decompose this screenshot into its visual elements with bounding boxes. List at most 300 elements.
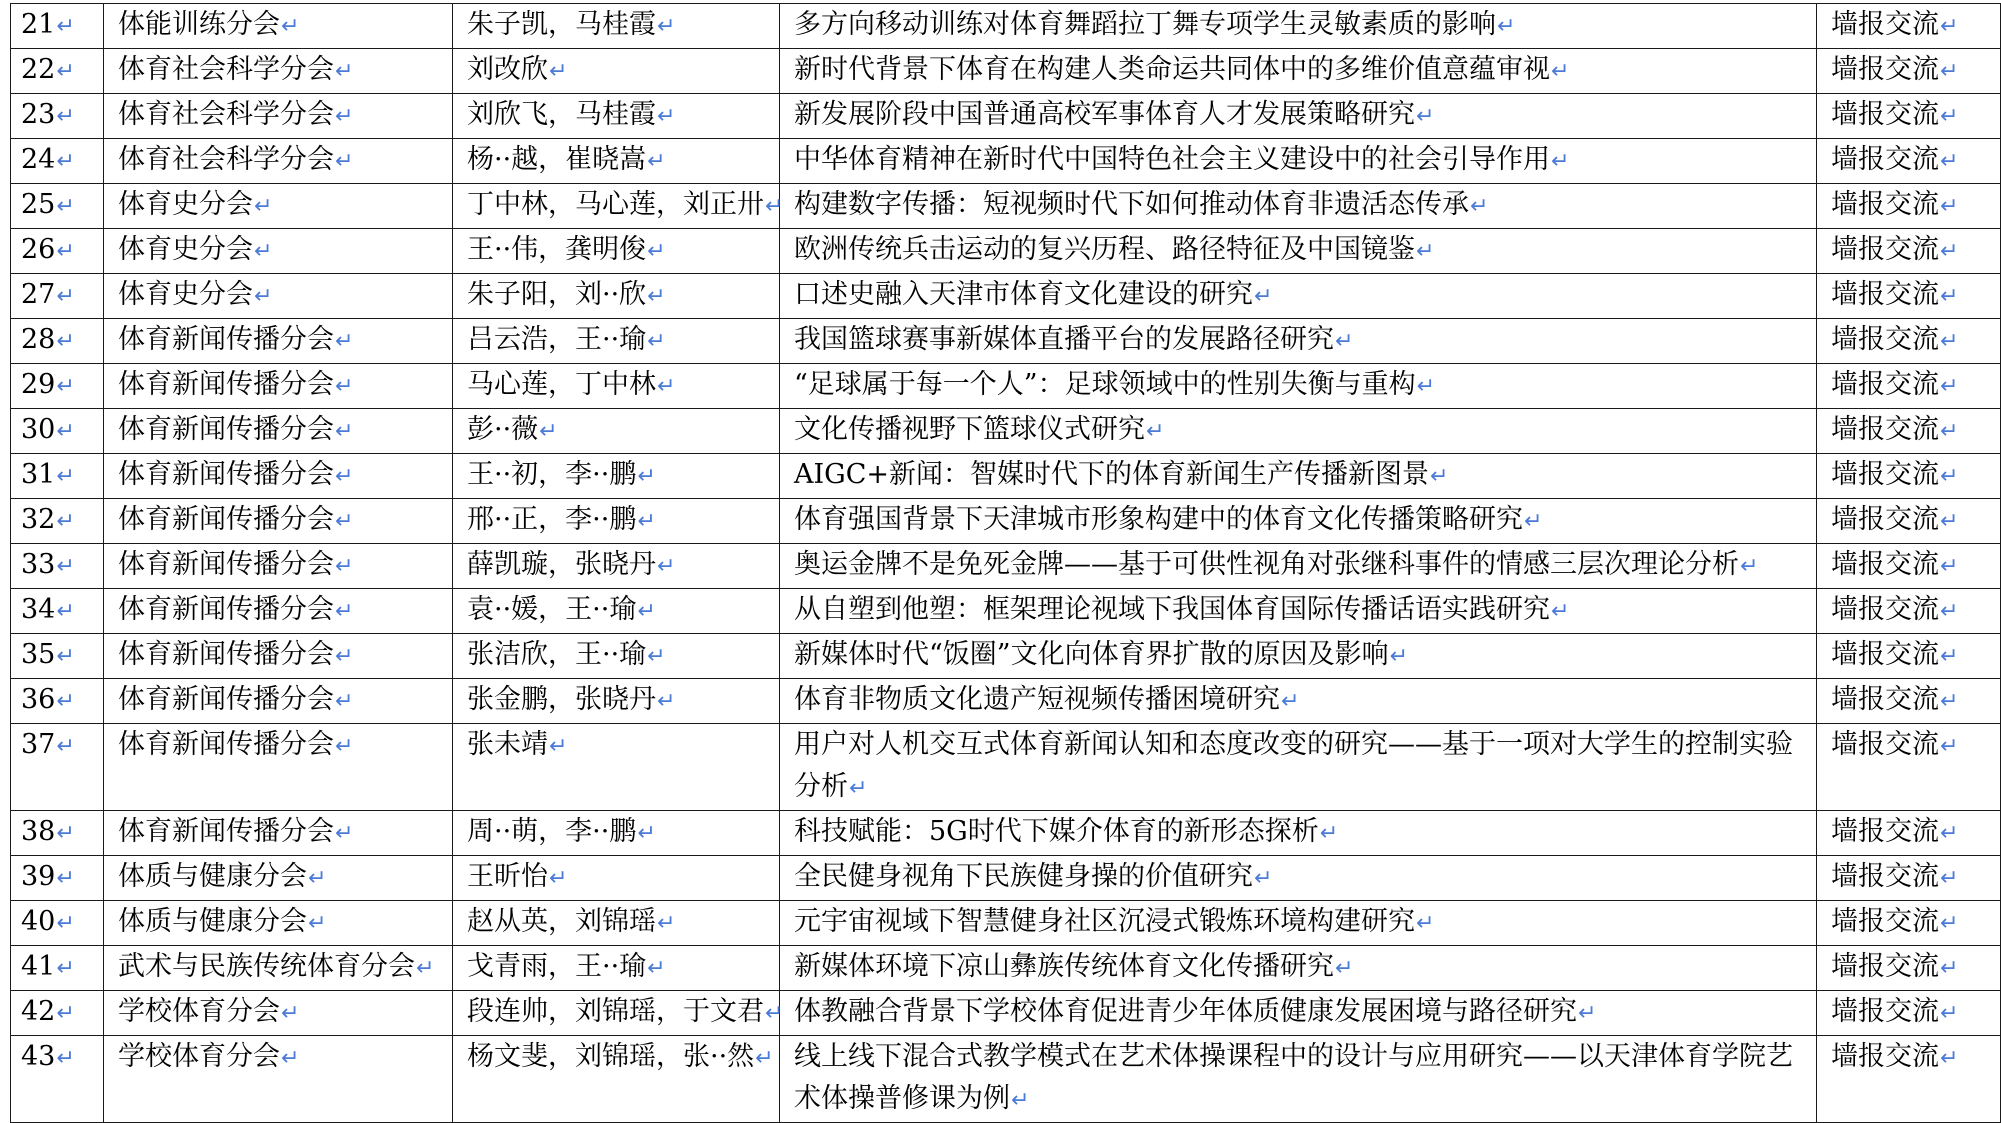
- paragraph-mark-icon: ↵: [1940, 374, 1959, 399]
- paragraph-mark-icon: ↵: [1940, 1001, 1959, 1026]
- row-number-cell: [11, 4, 104, 49]
- paragraph-mark-icon: ↵: [1940, 284, 1959, 309]
- branch-name-cell: [104, 364, 453, 409]
- author-names: 马心莲，丁中林: [467, 369, 656, 400]
- paragraph-mark-icon: ↵: [657, 104, 676, 129]
- branch-name-cell: [104, 4, 453, 49]
- paper-title-cell: [780, 4, 1817, 49]
- paragraph-mark-icon: ↵: [1389, 644, 1409, 669]
- presentation-type: 墙报交流: [1831, 54, 1939, 85]
- branch-name: 武术与民族传统体育分会: [118, 951, 415, 982]
- branch-name: 体育新闻传播分会: [118, 459, 334, 490]
- paragraph-mark-icon: ↵: [755, 1046, 774, 1071]
- paragraph-mark-icon: ↵: [1740, 554, 1759, 579]
- paragraph-mark-icon: ↵: [1497, 14, 1516, 39]
- paragraph-mark-icon: ↵: [56, 1001, 75, 1026]
- paragraph-mark-icon: ↵: [1940, 689, 1959, 714]
- presentation-type-cell: [1817, 499, 2001, 544]
- paper-title-cell: [780, 991, 1817, 1036]
- paper-title-cell: [780, 364, 1817, 409]
- row-number-cell: [11, 499, 104, 544]
- paragraph-mark-icon: ↵: [657, 911, 676, 936]
- presentation-type-cell: [1817, 679, 2001, 724]
- paper-title: 体教融合背景下学校体育促进青少年体质健康发展困境与路径研究: [794, 996, 1577, 1027]
- paragraph-mark-icon: ↵: [254, 239, 273, 264]
- paragraph-mark-icon: ↵: [1254, 284, 1273, 309]
- table-row: [11, 139, 2001, 184]
- paragraph-mark-icon: ↵: [1940, 419, 1959, 444]
- row-number: 42: [21, 996, 56, 1027]
- presentation-type: 墙报交流: [1831, 1041, 1939, 1072]
- author-names: 彭··薇: [467, 414, 539, 445]
- paragraph-mark-icon: ↵: [1578, 1001, 1597, 1026]
- row-number: 37: [21, 729, 56, 760]
- paper-title: “足球属于每一个人”：足球领域中的性别失衡与重构: [794, 369, 1416, 400]
- author-names-cell: [453, 991, 784, 1036]
- paper-title: 构建数字传播：短视频时代下如何推动体育非遗活态传承: [794, 189, 1469, 220]
- paragraph-mark-icon: ↵: [1335, 956, 1354, 981]
- paragraph-mark-icon: ↵: [308, 866, 327, 891]
- paragraph-mark-icon: ↵: [335, 821, 354, 846]
- paper-title: 从自塑到他塑：框架理论视域下我国体育国际传播话语实践研究: [794, 594, 1550, 625]
- presentation-type: 墙报交流: [1831, 9, 1939, 40]
- presentation-type-cell: [1817, 229, 2001, 274]
- paper-title-cell: [780, 94, 1817, 139]
- paragraph-mark-icon: ↵: [1430, 464, 1449, 489]
- branch-name-cell: [104, 94, 453, 139]
- presentation-type-cell: [1817, 1036, 2001, 1123]
- paper-title: 体育强国背景下天津城市形象构建中的体育文化传播策略研究: [794, 504, 1523, 535]
- presentation-type-cell: [1817, 94, 2001, 139]
- presentation-type: 墙报交流: [1831, 906, 1939, 937]
- presentation-type: 墙报交流: [1831, 189, 1939, 220]
- presentation-type-cell: [1817, 589, 2001, 634]
- paragraph-mark-icon: ↵: [1416, 239, 1435, 264]
- paper-title: 口述史融入天津市体育文化建设的研究: [794, 279, 1253, 310]
- paragraph-mark-icon: ↵: [1551, 599, 1570, 624]
- paper-title: 新发展阶段中国普通高校军事体育人才发展策略研究: [794, 99, 1415, 130]
- paragraph-mark-icon: ↵: [1940, 149, 1959, 174]
- paragraph-mark-icon: ↵: [56, 329, 75, 354]
- table-row: [11, 901, 2001, 946]
- paper-title: 文化传播视野下篮球仪式研究: [794, 414, 1145, 445]
- table-row: [11, 679, 2001, 724]
- paragraph-mark-icon: ↵: [647, 644, 666, 669]
- paragraph-mark-icon: ↵: [1940, 104, 1959, 129]
- row-number-cell: [11, 991, 104, 1036]
- paper-title: 用户对人机交互式体育新闻认知和态度改变的研究——基于一项对大学生的控制实验分析: [794, 729, 1793, 802]
- author-names: 周··萌，李··鹏: [467, 816, 637, 847]
- paragraph-mark-icon: ↵: [1940, 464, 1959, 489]
- branch-name: 体育史分会: [118, 189, 253, 220]
- author-names: 王昕怡: [467, 861, 548, 892]
- paragraph-mark-icon: ↵: [1254, 866, 1273, 891]
- paragraph-mark-icon: ↵: [56, 1046, 75, 1071]
- paragraph-mark-icon: ↵: [1551, 149, 1570, 174]
- paragraph-mark-icon: ↵: [335, 374, 354, 399]
- author-names-cell: [453, 589, 780, 634]
- paragraph-mark-icon: ↵: [647, 149, 666, 174]
- paragraph-mark-icon: ↵: [1416, 104, 1435, 129]
- paragraph-mark-icon: ↵: [1335, 329, 1354, 354]
- paragraph-mark-icon: ↵: [56, 239, 75, 264]
- paper-title: 全民健身视角下民族健身操的价值研究: [794, 861, 1253, 892]
- table-row: [11, 274, 2001, 319]
- paragraph-mark-icon: ↵: [1940, 866, 1959, 891]
- row-number: 27: [21, 279, 56, 310]
- author-names-cell: [453, 94, 780, 139]
- row-number: 40: [21, 906, 56, 937]
- branch-name-cell: [104, 991, 453, 1036]
- table-row: [11, 49, 2001, 94]
- paragraph-mark-icon: ↵: [254, 284, 273, 309]
- paragraph-mark-icon: ↵: [416, 956, 435, 981]
- paper-title: 新媒体时代“饭圈”文化向体育界扩散的原因及影响: [794, 639, 1389, 670]
- branch-name-cell: [104, 139, 453, 184]
- row-number-cell: [11, 139, 104, 184]
- paragraph-mark-icon: ↵: [1940, 911, 1959, 936]
- branch-name-cell: [104, 49, 453, 94]
- presentation-type-cell: [1817, 49, 2001, 94]
- presentation-type-cell: [1817, 901, 2001, 946]
- paragraph-mark-icon: ↵: [56, 419, 75, 444]
- paragraph-mark-icon: ↵: [56, 644, 75, 669]
- author-names-cell: [453, 811, 780, 856]
- table-body: [11, 4, 2001, 1123]
- author-names-cell: [453, 946, 780, 991]
- presentation-type-cell: [1817, 184, 2001, 229]
- row-number: 33: [21, 549, 56, 580]
- table-row: [11, 589, 2001, 634]
- author-names-cell: [453, 499, 780, 544]
- branch-name-cell: [104, 184, 453, 229]
- paragraph-mark-icon: ↵: [1319, 821, 1339, 846]
- row-number: 39: [21, 861, 56, 892]
- author-names: 刘改欣: [467, 54, 548, 85]
- paragraph-mark-icon: ↵: [657, 374, 676, 399]
- branch-name: 体育新闻传播分会: [118, 504, 334, 535]
- paper-title-cell: [780, 544, 1817, 589]
- paragraph-mark-icon: ↵: [335, 419, 354, 444]
- paragraph-mark-icon: ↵: [637, 509, 656, 534]
- paper-title-cell: [780, 811, 1817, 856]
- presentation-type: 墙报交流: [1831, 594, 1939, 625]
- row-number: 41: [21, 951, 56, 982]
- presentation-type: 墙报交流: [1831, 684, 1939, 715]
- paper-title-cell: [780, 319, 1817, 364]
- paper-title-cell: [780, 1036, 1817, 1123]
- paragraph-mark-icon: ↵: [56, 866, 75, 891]
- paragraph-mark-icon: ↵: [335, 689, 354, 714]
- paragraph-mark-icon: ↵: [56, 284, 75, 309]
- paragraph-mark-icon: ↵: [335, 329, 354, 354]
- presentation-type-cell: [1817, 856, 2001, 901]
- row-number-cell: [11, 454, 104, 499]
- paragraph-mark-icon: ↵: [765, 1001, 784, 1026]
- table-row: [11, 94, 2001, 139]
- row-number-cell: [11, 811, 104, 856]
- paragraph-mark-icon: ↵: [56, 464, 75, 489]
- author-names-cell: [453, 184, 784, 229]
- paragraph-mark-icon: ↵: [1940, 734, 1959, 759]
- presentation-type-cell: [1817, 634, 2001, 679]
- presentation-type: 墙报交流: [1831, 324, 1939, 355]
- paper-title-cell: [780, 724, 1817, 811]
- paragraph-mark-icon: ↵: [637, 821, 656, 846]
- branch-name: 体育新闻传播分会: [118, 414, 334, 445]
- branch-name: 学校体育分会: [118, 996, 280, 1027]
- paragraph-mark-icon: ↵: [56, 734, 75, 759]
- paragraph-mark-icon: ↵: [335, 554, 354, 579]
- branch-name: 体育新闻传播分会: [118, 729, 334, 760]
- author-names: 邢··正，李··鹏: [467, 504, 637, 535]
- paragraph-mark-icon: ↵: [281, 14, 300, 39]
- paragraph-mark-icon: ↵: [1416, 374, 1436, 399]
- paragraph-mark-icon: ↵: [335, 509, 354, 534]
- row-number-cell: [11, 319, 104, 364]
- table-row: [11, 634, 2001, 679]
- table-row: [11, 811, 2001, 856]
- row-number-cell: [11, 364, 104, 409]
- paragraph-mark-icon: ↵: [647, 956, 666, 981]
- paragraph-mark-icon: ↵: [335, 464, 354, 489]
- presentation-type: 墙报交流: [1831, 729, 1939, 760]
- branch-name: 体育新闻传播分会: [118, 639, 334, 670]
- paper-title-cell: [780, 454, 1817, 499]
- branch-name: 体育史分会: [118, 279, 253, 310]
- paragraph-mark-icon: ↵: [1940, 554, 1959, 579]
- paper-title: 中华体育精神在新时代中国特色社会主义建设中的社会引导作用: [794, 144, 1550, 175]
- author-names-cell: [453, 139, 780, 184]
- row-number: 29: [21, 369, 56, 400]
- presentation-type-cell: [1817, 364, 2001, 409]
- branch-name: 体育社会科学分会: [118, 99, 334, 130]
- paragraph-mark-icon: ↵: [335, 599, 354, 624]
- author-names: 张未靖: [467, 729, 548, 760]
- table-row: [11, 184, 2001, 229]
- paragraph-mark-icon: ↵: [308, 911, 327, 936]
- author-names-cell: [453, 1036, 780, 1123]
- row-number: 30: [21, 414, 56, 445]
- row-number-cell: [11, 856, 104, 901]
- presentation-type-cell: [1817, 4, 2001, 49]
- paragraph-mark-icon: ↵: [335, 734, 354, 759]
- branch-name-cell: [104, 229, 453, 274]
- branch-name-cell: [104, 454, 453, 499]
- paragraph-mark-icon: ↵: [647, 239, 666, 264]
- presentation-type: 墙报交流: [1831, 99, 1939, 130]
- presentation-type-cell: [1817, 544, 2001, 589]
- paragraph-mark-icon: ↵: [56, 509, 75, 534]
- paragraph-mark-icon: ↵: [1940, 59, 1959, 84]
- paragraph-mark-icon: ↵: [765, 194, 784, 219]
- paragraph-mark-icon: ↵: [637, 464, 656, 489]
- presentation-type-cell: [1817, 811, 2001, 856]
- row-number-cell: [11, 184, 104, 229]
- paper-title-cell: [780, 499, 1817, 544]
- table-row: [11, 856, 2001, 901]
- paragraph-mark-icon: ↵: [335, 149, 354, 174]
- author-names-cell: [453, 274, 780, 319]
- branch-name: 体育新闻传播分会: [118, 816, 334, 847]
- presentation-type: 墙报交流: [1831, 369, 1939, 400]
- row-number: 25: [21, 189, 56, 220]
- row-number: 23: [21, 99, 56, 130]
- row-number: 36: [21, 684, 56, 715]
- paragraph-mark-icon: ↵: [1940, 329, 1959, 354]
- paper-title-cell: [780, 946, 1817, 991]
- author-names-cell: [453, 49, 780, 94]
- presentation-type-cell: [1817, 319, 2001, 364]
- presentation-type-cell: [1817, 946, 2001, 991]
- paper-title-cell: [780, 409, 1817, 454]
- row-number-cell: [11, 274, 104, 319]
- branch-name-cell: [104, 901, 453, 946]
- paper-title: 我国篮球赛事新媒体直播平台的发展路径研究: [794, 324, 1334, 355]
- paragraph-mark-icon: ↵: [549, 59, 568, 84]
- branch-name: 体质与健康分会: [118, 861, 307, 892]
- paragraph-mark-icon: ↵: [549, 734, 568, 759]
- presentation-type: 墙报交流: [1831, 549, 1939, 580]
- paragraph-mark-icon: ↵: [56, 821, 75, 846]
- paper-title-cell: [780, 679, 1817, 724]
- presentation-type: 墙报交流: [1831, 861, 1939, 892]
- paper-title: 欧洲传统兵击运动的复兴历程、路径特征及中国镜鉴: [794, 234, 1415, 265]
- paper-title-cell: [780, 589, 1817, 634]
- author-names: 张金鹏，张晓丹: [467, 684, 656, 715]
- table-row: [11, 454, 2001, 499]
- author-names: 张洁欣，王··瑜: [467, 639, 647, 670]
- branch-name-cell: [104, 679, 453, 724]
- branch-name-cell: [104, 544, 453, 589]
- paragraph-mark-icon: ↵: [56, 149, 75, 174]
- table-row: [11, 4, 2001, 49]
- author-names-cell: [453, 544, 780, 589]
- table-row: [11, 229, 2001, 274]
- paragraph-mark-icon: ↵: [281, 1001, 300, 1026]
- branch-name-cell: [104, 1036, 453, 1123]
- paragraph-mark-icon: ↵: [335, 59, 354, 84]
- branch-name-cell: [104, 724, 453, 811]
- paper-title: 科技赋能：5G时代下媒介体育的新形态探析: [794, 816, 1319, 847]
- author-names: 薛凯璇，张晓丹: [467, 549, 656, 580]
- presentation-type: 墙报交流: [1831, 234, 1939, 265]
- branch-name: 体育新闻传播分会: [118, 549, 334, 580]
- author-names: 杨文斐，刘锦瑶，张··然: [467, 1041, 755, 1072]
- author-names-cell: [453, 319, 780, 364]
- paragraph-mark-icon: ↵: [56, 59, 75, 84]
- paragraph-mark-icon: ↵: [657, 554, 676, 579]
- paragraph-mark-icon: ↵: [56, 194, 75, 219]
- presentation-type-cell: [1817, 274, 2001, 319]
- paper-title: AIGC+新闻：智媒时代下的体育新闻生产传播新图景: [794, 459, 1430, 490]
- paper-title: 体育非物质文化遗产短视频传播困境研究: [794, 684, 1280, 715]
- paragraph-mark-icon: ↵: [56, 374, 75, 399]
- row-number-cell: [11, 409, 104, 454]
- author-names: 段连帅，刘锦瑶，于文君: [467, 996, 764, 1027]
- paper-title: 多方向移动训练对体育舞蹈拉丁舞专项学生灵敏素质的影响: [794, 9, 1496, 40]
- author-names-cell: [453, 901, 780, 946]
- branch-name: 学校体育分会: [118, 1041, 280, 1072]
- paragraph-mark-icon: ↵: [1416, 911, 1435, 936]
- paragraph-mark-icon: ↵: [56, 956, 75, 981]
- presentation-type: 墙报交流: [1831, 144, 1939, 175]
- paper-title: 线上线下混合式教学模式在艺术体操课程中的设计与应用研究——以天津体育学院艺术体操普修课为例: [794, 1041, 1793, 1114]
- paragraph-mark-icon: ↵: [657, 14, 676, 39]
- author-names-cell: [453, 229, 780, 274]
- row-number: 21: [21, 9, 56, 40]
- paper-title: 奥运金牌不是免死金牌——基于可供性视角对张继科事件的情感三层次理论分析: [794, 549, 1739, 580]
- paper-title-cell: [780, 49, 1817, 94]
- author-names: 丁中林，马心莲，刘正卅: [467, 189, 764, 220]
- paragraph-mark-icon: ↵: [1281, 689, 1300, 714]
- table-row: [11, 499, 2001, 544]
- paragraph-mark-icon: ↵: [647, 284, 666, 309]
- table-row: [11, 724, 2001, 811]
- paper-title: 新媒体环境下凉山彝族传统体育文化传播研究: [794, 951, 1334, 982]
- table-row: [11, 1036, 2001, 1123]
- author-names: 朱子凯，马桂霞: [467, 9, 656, 40]
- author-names-cell: [453, 409, 780, 454]
- paper-title-cell: [780, 229, 1817, 274]
- paragraph-mark-icon: ↵: [647, 329, 666, 354]
- row-number: 38: [21, 816, 56, 847]
- presentation-type-cell: [1817, 991, 2001, 1036]
- row-number-cell: [11, 49, 104, 94]
- paragraph-mark-icon: ↵: [1146, 419, 1165, 444]
- paper-title-cell: [780, 139, 1817, 184]
- row-number: 43: [21, 1041, 56, 1072]
- paragraph-mark-icon: ↵: [1940, 821, 1959, 846]
- paper-title-cell: [780, 634, 1817, 679]
- branch-name-cell: [104, 589, 453, 634]
- paper-title-cell: [780, 856, 1817, 901]
- paragraph-mark-icon: ↵: [1470, 194, 1489, 219]
- author-names: 刘欣飞，马桂霞: [467, 99, 656, 130]
- author-names: 袁··媛，王··瑜: [467, 594, 637, 625]
- table-row: [11, 319, 2001, 364]
- author-names: 杨··越，崔晓嵩: [467, 144, 647, 175]
- row-number: 31: [21, 459, 56, 490]
- paper-title-cell: [780, 274, 1817, 319]
- presentation-type: 墙报交流: [1831, 279, 1939, 310]
- row-number-cell: [11, 94, 104, 139]
- paragraph-mark-icon: ↵: [335, 644, 354, 669]
- paper-list-table: [10, 3, 2001, 1123]
- author-names: 赵从英，刘锦瑶: [467, 906, 656, 937]
- branch-name-cell: [104, 274, 453, 319]
- row-number-cell: [11, 901, 104, 946]
- paragraph-mark-icon: ↵: [539, 419, 558, 444]
- branch-name: 体育新闻传播分会: [118, 369, 334, 400]
- branch-name: 体能训练分会: [118, 9, 280, 40]
- branch-name-cell: [104, 811, 453, 856]
- paper-title-cell: [780, 901, 1817, 946]
- row-number-cell: [11, 1036, 104, 1123]
- paragraph-mark-icon: ↵: [1940, 956, 1959, 981]
- author-names-cell: [453, 364, 780, 409]
- paragraph-mark-icon: ↵: [1940, 509, 1959, 534]
- paragraph-mark-icon: ↵: [637, 599, 656, 624]
- row-number: 26: [21, 234, 56, 265]
- author-names: 戈青雨，王··瑜: [467, 951, 647, 982]
- paragraph-mark-icon: ↵: [1940, 14, 1959, 39]
- presentation-type: 墙报交流: [1831, 504, 1939, 535]
- paragraph-mark-icon: ↵: [56, 554, 75, 579]
- presentation-type-cell: [1817, 454, 2001, 499]
- paragraph-mark-icon: ↵: [56, 599, 75, 624]
- branch-name-cell: [104, 634, 453, 679]
